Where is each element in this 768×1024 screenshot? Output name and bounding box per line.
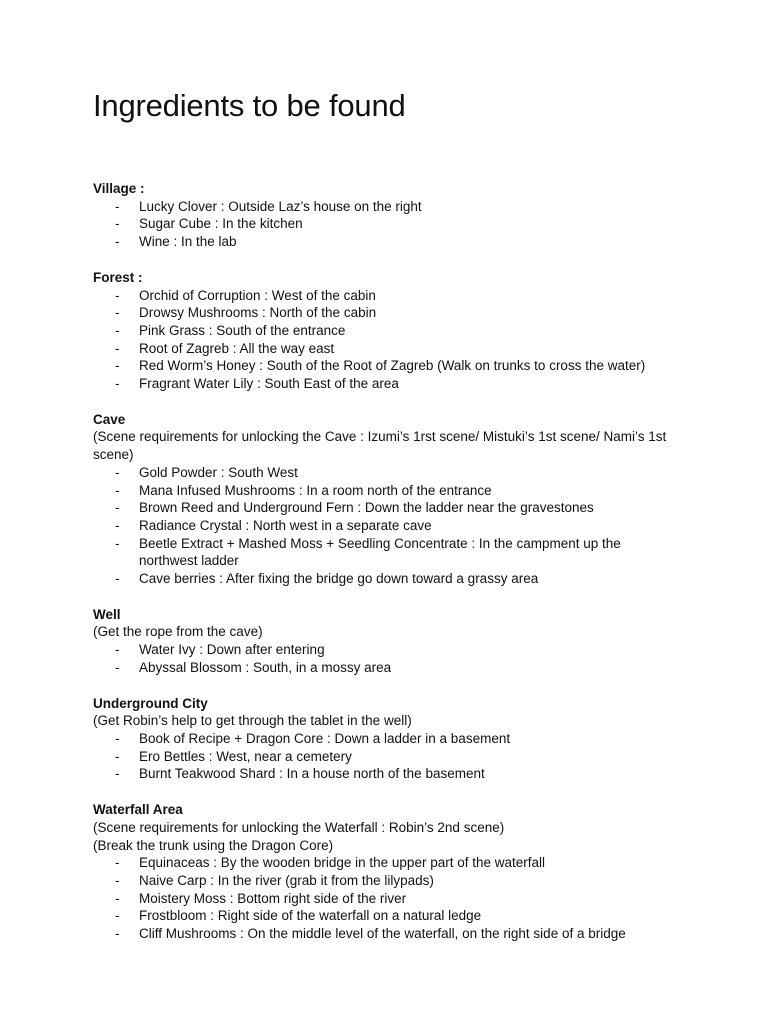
bullet-dash: - [115,358,120,374]
list-item [93,499,683,517]
list-item [93,748,683,766]
bullet-dash: - [115,855,120,871]
document-page [93,86,683,961]
item-text: Sugar Cube : In the kitchen [139,216,303,232]
list-item [93,570,683,588]
list-item [93,233,683,251]
list-item [93,198,683,216]
bullet-dash: - [115,659,120,675]
bullet-dash: - [115,748,120,764]
bullet-dash: - [115,500,120,516]
list-item [93,340,683,358]
section-heading: Well [93,606,121,622]
list-item [93,287,683,305]
item-list [93,641,683,676]
item-text: Beetle Extract + Mashed Moss + Seedling Concentrate : In the campment up the northwest ladder [139,535,621,569]
bullet-dash: - [115,305,120,321]
list-item [93,890,683,908]
item-text: Lucky Clover : Outside Laz’s house on the right [139,198,422,214]
item-text: Equinaceas : By the wooden bridge in the upper part of the waterfall [139,855,546,871]
section [93,269,683,393]
section-heading: Forest : [93,269,143,285]
item-text: Naive Carp : In the river (grab it from the lilypads) [139,872,434,888]
bullet-dash: - [115,535,120,551]
item-text: Radiance Crystal : North west in a separate cave [139,517,432,533]
list-item [93,322,683,340]
item-list [93,854,683,943]
page-title: Ingredients to be found [93,88,406,123]
item-text: Orchid of Corruption : West of the cabin [139,287,376,303]
bullet-dash: - [115,198,120,214]
bullet-dash: - [115,322,120,338]
list-item [93,765,683,783]
sections-container [93,180,683,943]
item-text: Water Ivy : Down after entering [139,642,325,658]
item-text: Ero Bettles : West, near a cemetery [139,748,352,764]
item-list [93,287,683,393]
bullet-dash: - [115,872,120,888]
section-note: (Scene requirements for unlocking the Waterfall : Robin’s 2nd scene) [93,819,505,835]
bullet-dash: - [115,464,120,480]
section-heading: Underground City [93,695,208,711]
section-heading: Village : [93,181,145,196]
list-item [93,872,683,890]
section [93,801,683,943]
item-text: Cliff Mushrooms : On the middle level of the waterfall, on the right side of a bridge [139,926,626,942]
section [93,411,683,588]
section [93,695,683,784]
bullet-dash: - [115,482,120,498]
section-note: (Get Robin’s help to get through the tablet in the well) [93,713,412,729]
item-text: Cave berries : After fixing the bridge go down toward a grassy area [139,571,539,587]
list-item [93,854,683,872]
section-heading: Cave [93,411,126,427]
item-list [93,730,683,783]
bullet-dash: - [115,571,120,587]
bullet-dash: - [115,642,120,658]
item-text: Wine : In the lab [139,234,237,250]
list-item [93,907,683,925]
item-text: Red Worm’s Honey : South of the Root of Zagreb (Walk on trunks to cross the water) [139,358,646,374]
list-item [93,357,683,375]
list-item [93,730,683,748]
bullet-dash: - [115,766,120,782]
item-text: Root of Zagreb : All the way east [139,340,335,356]
item-text: Book of Recipe + Dragon Core : Down a ladder in a basement [139,730,511,746]
list-item [93,482,683,500]
bullet-dash: - [115,234,120,250]
section-note: (Break the trunk using the Dragon Core) [93,837,334,853]
section [93,180,683,251]
item-text: Fragrant Water Lily : South East of the area [139,376,399,392]
bullet-dash: - [115,926,120,942]
item-text: Pink Grass : South of the entrance [139,322,346,338]
item-text: Moistery Moss : Bottom right side of the river [139,890,407,906]
list-item [93,464,683,482]
list-item [93,535,683,570]
list-item [93,641,683,659]
list-item [93,925,683,943]
list-item [93,659,683,677]
item-list [93,198,683,251]
item-text: Gold Powder : South West [139,464,298,480]
item-list [93,464,683,588]
bullet-dash: - [115,340,120,356]
bullet-dash: - [115,908,120,924]
bullet-dash: - [115,730,120,746]
item-text: Brown Reed and Underground Fern : Down the ladder near the gravestones [139,500,594,516]
list-item [93,375,683,393]
bullet-dash: - [115,517,120,533]
list-item [93,215,683,233]
list-item [93,517,683,535]
bullet-dash: - [115,287,120,303]
section [93,606,683,677]
item-text: Drowsy Mushrooms : North of the cabin [139,305,377,321]
item-text: Frostbloom : Right side of the waterfall on a natural ledge [139,908,482,924]
bullet-dash: - [115,216,120,232]
list-item [93,304,683,322]
item-text: Abyssal Blossom : South, in a mossy area [139,659,392,675]
section-note: (Get the rope from the cave) [93,624,263,640]
section-heading: Waterfall Area [93,802,183,818]
bullet-dash: - [115,376,120,392]
bullet-dash: - [115,890,120,906]
section-note: (Scene requirements for unlocking the Cave : Izumi’s 1rst scene/ Mistuki’s 1st scene/ Nami’s 1st scene) [93,429,667,463]
item-text: Burnt Teakwood Shard : In a house north of the basement [139,766,485,782]
item-text: Mana Infused Mushrooms : In a room north of the entrance [139,482,492,498]
